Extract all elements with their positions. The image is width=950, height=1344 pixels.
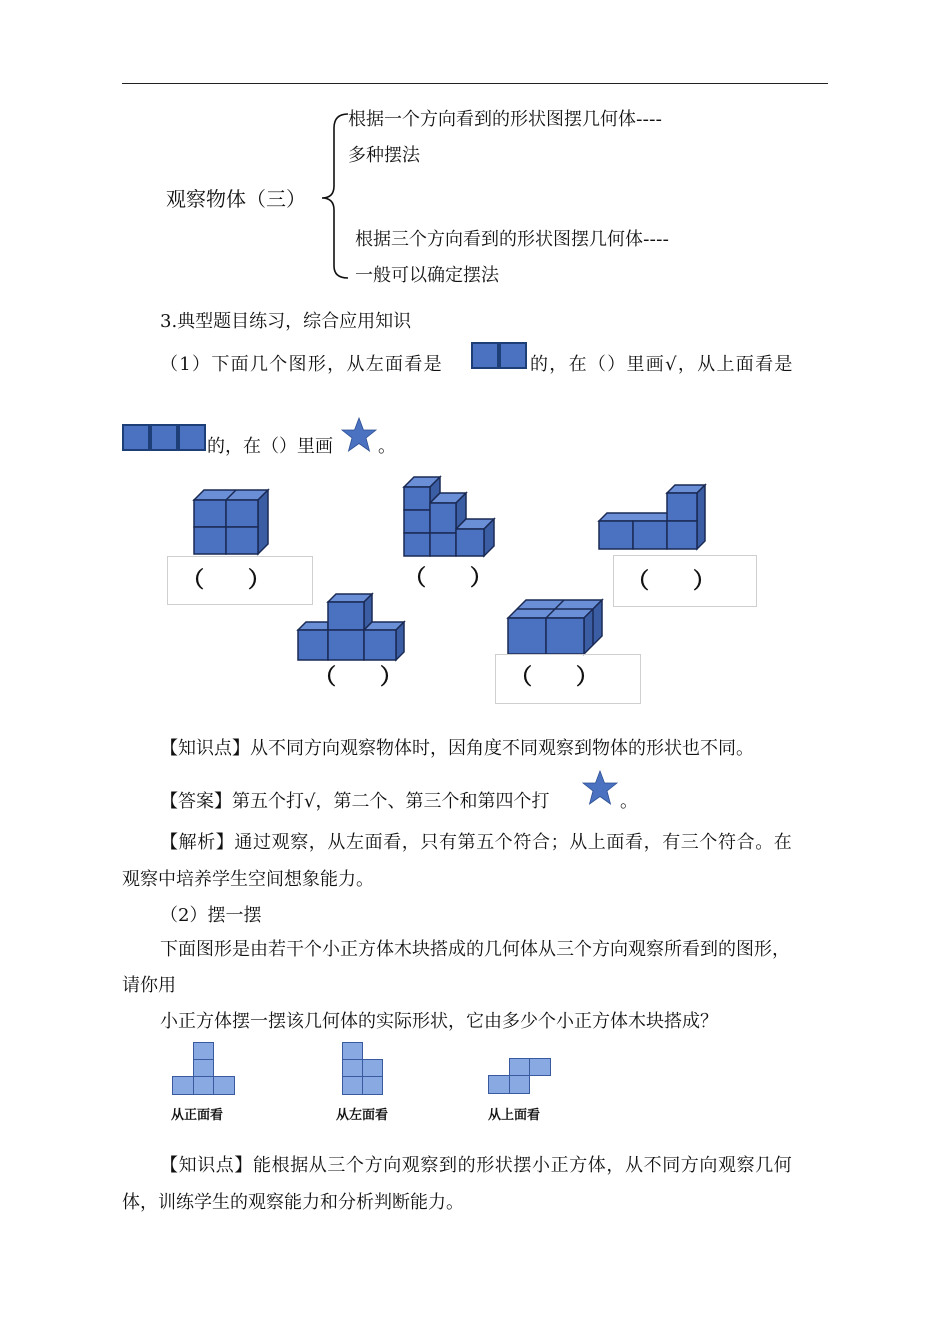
mindmap-branch2-line2: 一般可以确定摆法 [355, 265, 499, 286]
q1-text-part1: （1）下面几个图形，从左面看是 [160, 354, 443, 375]
section-title: 3.典型题目练习，综合应用知识 [160, 311, 412, 332]
answer-line [160, 789, 549, 815]
star-icon [340, 417, 378, 453]
knowledge-point-2-line2: 体，训练学生的观察能力和分析判断能力。 [122, 1192, 464, 1213]
knowledge-point-2 [160, 1153, 792, 1179]
q1-end: 。 [378, 436, 396, 457]
knowledge-tag-1: 【知识点】 [160, 738, 250, 759]
mindmap-center: 观察物体（三） [166, 187, 306, 211]
knowledge-tag-2: 【知识点】 [160, 1155, 253, 1176]
mindmap-branch2-line1: 根据三个方向看到的形状图摆几何体---- [355, 229, 669, 250]
q2-title: （2）摆一摆 [160, 905, 262, 926]
blank-4[interactable]: （ ） [314, 665, 403, 690]
analysis-line2: 观察中培养学生空间想象能力。 [122, 869, 374, 890]
figure-1 [190, 488, 270, 558]
blank-3[interactable]: （ ） [627, 569, 716, 594]
knowledge-text-2: 能根据从三个方向观察到的形状摆小正方体，从不同方向观察几何 [253, 1155, 793, 1176]
front-view-label: 从正面看 [171, 1108, 224, 1123]
q2-line1: 下面图形是由若干个小正方体木块搭成的几何体从三个方向观察所看到的图形， [160, 939, 790, 960]
figure-5 [506, 598, 606, 658]
q1-text-part2: 的，在（）里画√，从上面看是 [530, 354, 794, 375]
analysis-tag: 【解析】 [160, 832, 235, 853]
figure-2 [400, 475, 500, 560]
answer-tag: 【答案】 [160, 791, 232, 812]
left-view [342, 1042, 386, 1096]
top-view-label: 从上面看 [488, 1108, 541, 1123]
q1-text-part3: 的，在（）里画 [207, 436, 333, 457]
star-icon [581, 770, 619, 806]
figure-4 [296, 592, 408, 662]
analysis-text-1: 通过观察，从左面看，只有第五个符合；从上面看，有三个符合。在 [234, 832, 793, 853]
knowledge-text-1: 从不同方向观察物体时，因角度不同观察到物体的形状也不同。 [250, 738, 754, 759]
blank-1[interactable]: （ ） [182, 568, 271, 593]
top-view [488, 1058, 554, 1096]
mindmap-branch1-line2: 多种摆法 [348, 145, 420, 166]
analysis-line1 [160, 830, 792, 856]
header-rule [122, 83, 828, 84]
brace-icon [318, 110, 354, 282]
q2-line2: 请你用 [122, 975, 176, 996]
q2-line3: 小正方体摆一摆该几何体的实际形状，它由多少个小正方体木块搭成？ [160, 1011, 718, 1032]
knowledge-point-1 [160, 736, 754, 762]
answer-end: 。 [620, 791, 638, 812]
mindmap-branch1-line1: 根据一个方向看到的形状图摆几何体---- [348, 109, 662, 130]
blank-5[interactable]: （ ） [510, 665, 599, 690]
left-view-label: 从左面看 [336, 1108, 389, 1123]
answer-text: 第五个打√，第二个、第三个和第四个打 [232, 791, 550, 812]
figure-3 [597, 483, 709, 553]
top-view-bar-icon [122, 424, 206, 451]
front-view [172, 1042, 238, 1096]
left-view-bar-icon [471, 342, 527, 369]
blank-2[interactable]: （ ） [404, 566, 493, 591]
